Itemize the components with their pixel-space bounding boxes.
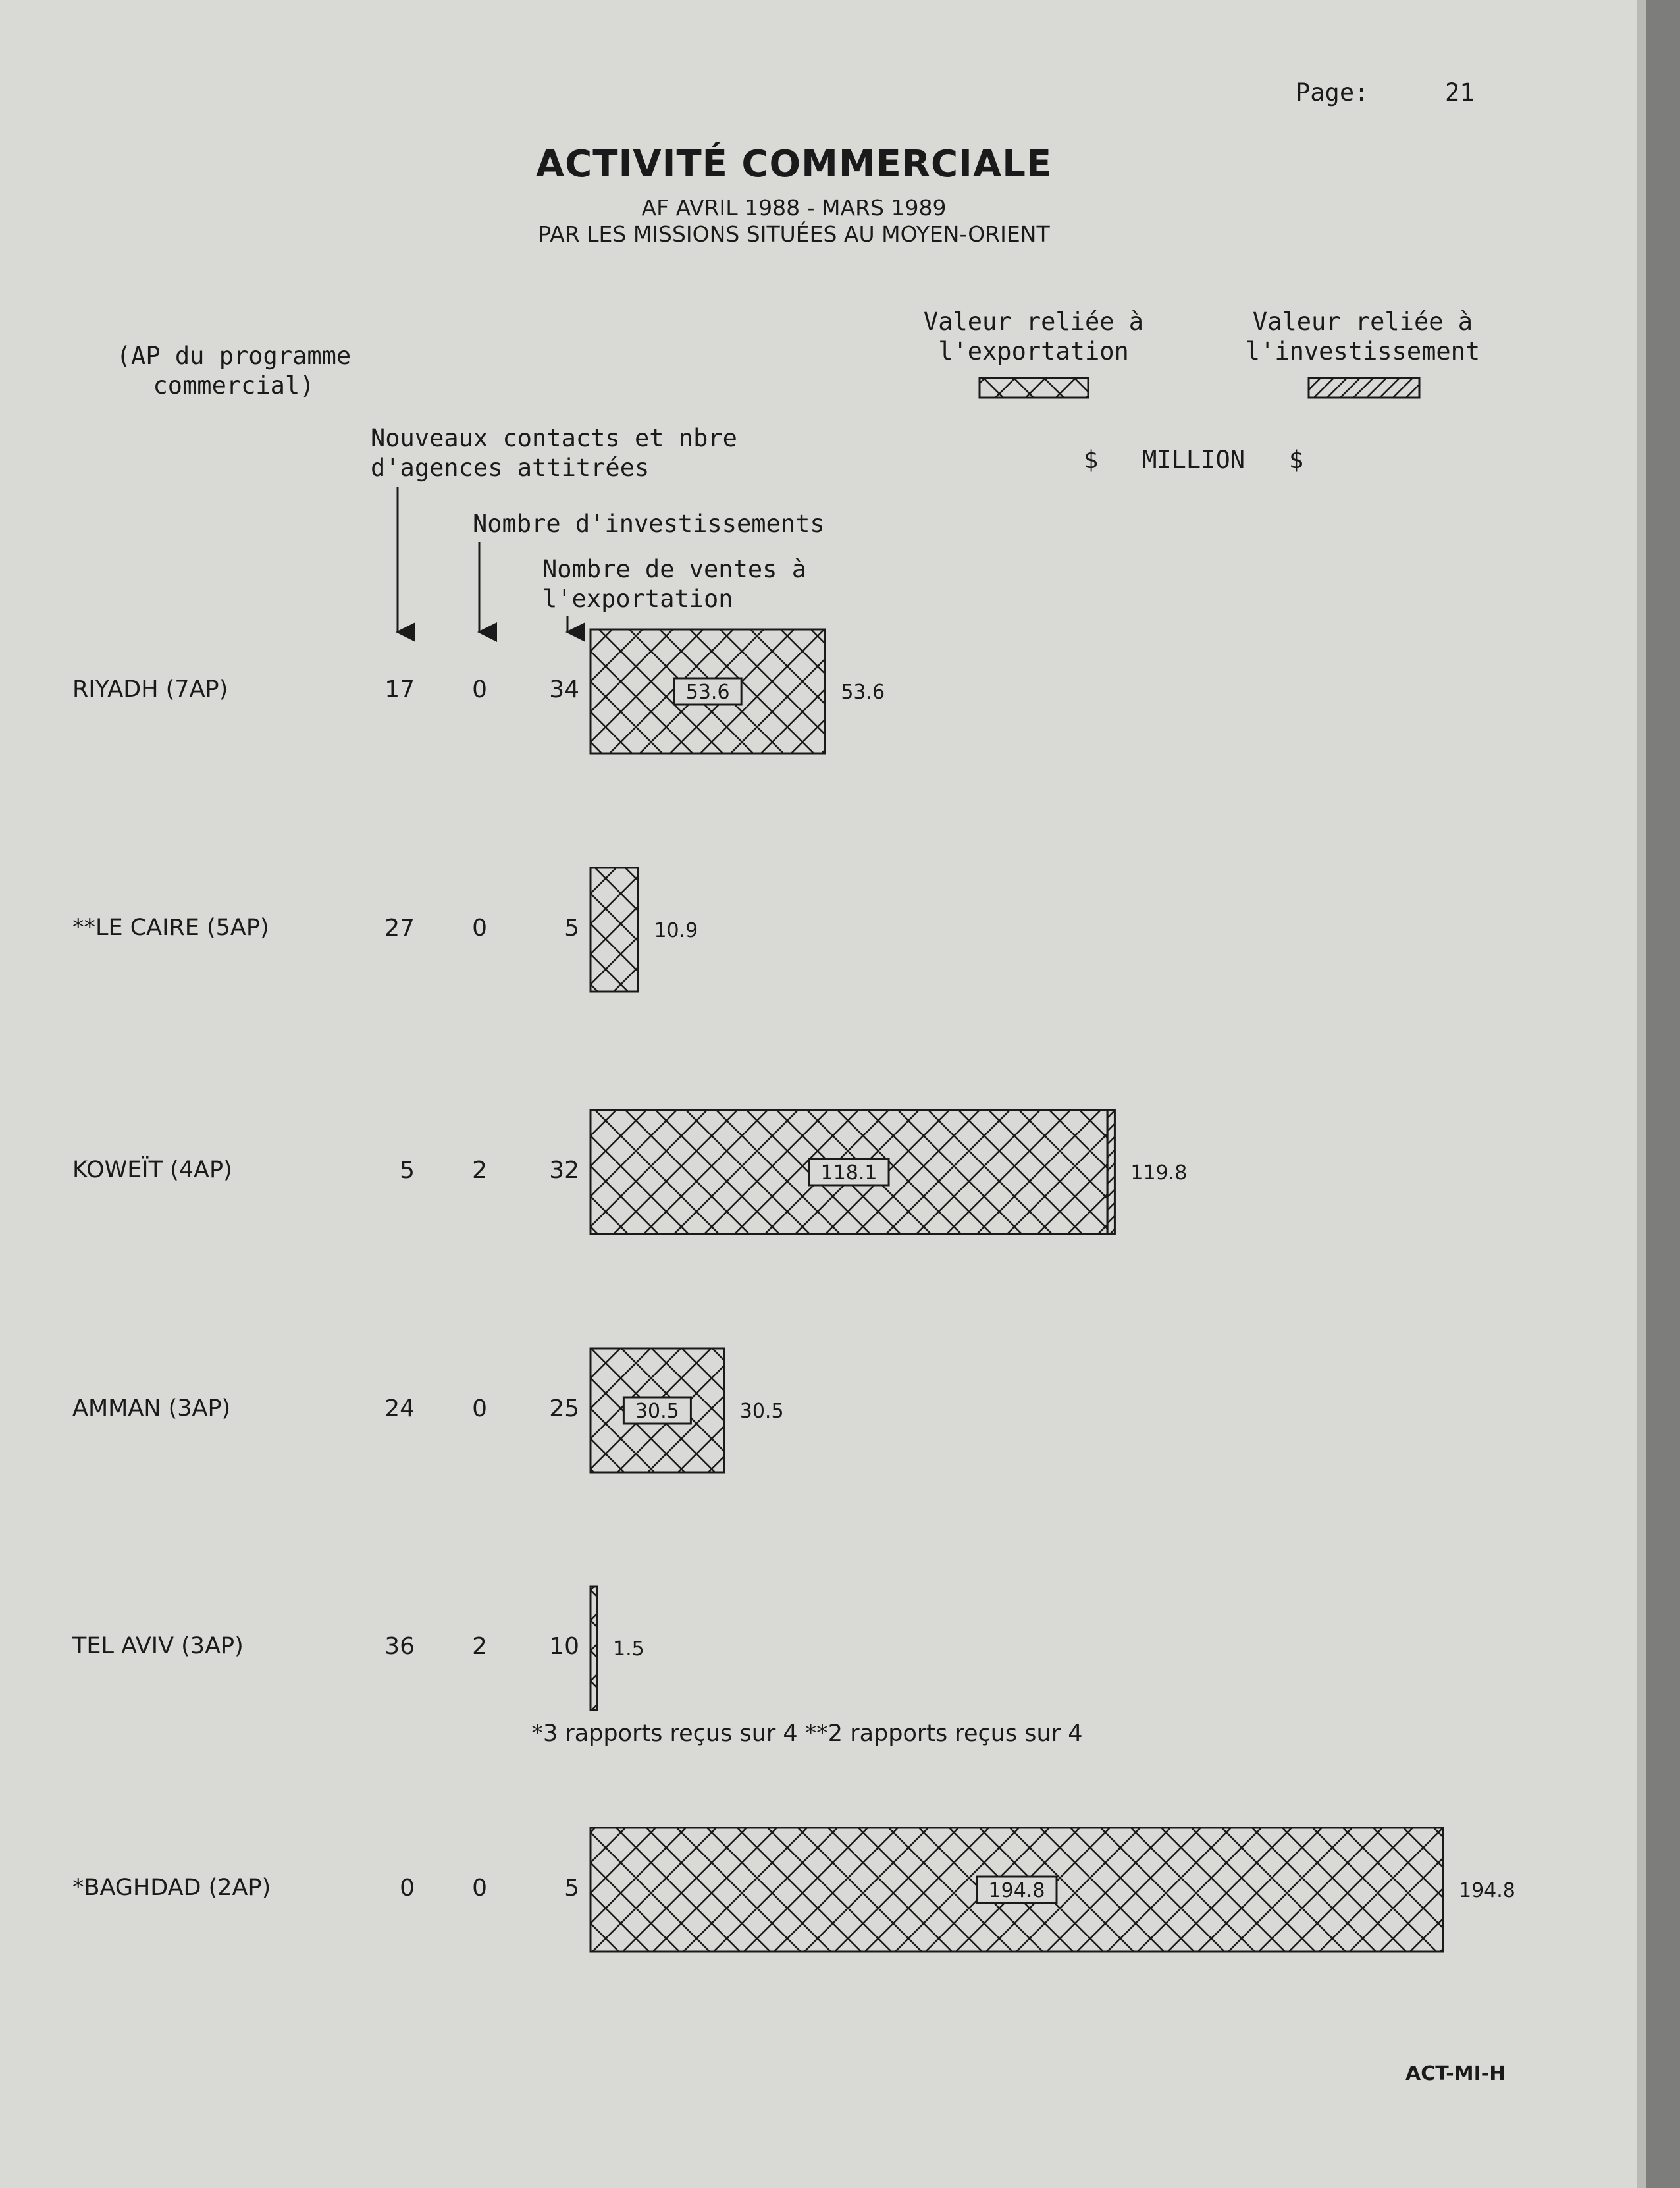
inner-value-amman-3ap: 30.5 [635, 1400, 679, 1423]
contacts-value-riyadh-7ap: 17 [384, 676, 415, 703]
total-value-kowe-t-4ap: 119.8 [1130, 1161, 1188, 1185]
legend-export-label: Valeur reliée à l'exportation [923, 307, 1144, 366]
category-label-kowe-t-4ap: KOWEÏT (4AP) [72, 1157, 232, 1183]
contacts-value-amman-3ap: 24 [384, 1395, 415, 1422]
chart-subtitle-line2: PAR LES MISSIONS SITUÉES AU MOYEN-ORIENT [538, 221, 1050, 247]
inner-value-riyadh-7ap: 53.6 [685, 681, 730, 704]
currency-label: $ MILLION $ [1084, 446, 1304, 474]
total-value-le-caire-5ap: 10.9 [654, 919, 698, 942]
total-value-tel-aviv-3ap: 1.5 [613, 1638, 644, 1661]
footnote: *3 rapports reçus sur 4 **2 rapports reçus sur 4 [531, 1721, 1083, 1747]
sales-value-tel-aviv-3ap: 10 [549, 1633, 579, 1660]
investments-value-riyadh-7ap: 0 [472, 676, 487, 703]
investments-value-kowe-t-4ap: 2 [472, 1157, 487, 1184]
inner-value-baghdad-2ap: 194.8 [988, 1879, 1045, 1902]
page-label: Page: [1296, 78, 1369, 107]
header-sales: Nombre de ventes à l'exportation [542, 555, 806, 614]
investments-value-baghdad-2ap: 0 [472, 1875, 487, 1902]
legend-investment-label: Valeur reliée à l'investissement [1245, 307, 1481, 366]
sales-value-baghdad-2ap: 5 [564, 1875, 579, 1902]
bars-group [591, 629, 1515, 1952]
sales-value-amman-3ap: 25 [549, 1395, 579, 1422]
investments-value-tel-aviv-3ap: 2 [472, 1633, 487, 1660]
contacts-value-kowe-t-4ap: 5 [400, 1157, 415, 1184]
investments-value-amman-3ap: 0 [472, 1395, 487, 1422]
category-label-riyadh-7ap: RIYADH (7AP) [72, 676, 228, 703]
header-investments: Nombre d'investissements [473, 510, 825, 538]
document-code: ACT-MI-H [1405, 2062, 1506, 2085]
investment-bar-kowe-t-4ap [1107, 1110, 1115, 1234]
category-label-baghdad-2ap: *BAGHDAD (2AP) [72, 1875, 271, 1901]
investments-value-le-caire-5ap: 0 [472, 915, 487, 942]
category-label-tel-aviv-3ap: TEL AVIV (3AP) [72, 1633, 244, 1659]
contacts-value-tel-aviv-3ap: 36 [384, 1633, 415, 1660]
inner-value-kowe-t-4ap: 118.1 [820, 1161, 878, 1185]
chart-subtitle-line1: AF AVRIL 1988 - MARS 1989 [641, 195, 947, 221]
export-bar-le-caire-5ap [591, 868, 638, 992]
chart-title: ACTIVITÉ COMMERCIALE [535, 143, 1053, 186]
page-number: 21 [1445, 78, 1475, 107]
ap-note: (AP du programme commercial) [116, 342, 352, 400]
sales-value-riyadh-7ap: 34 [549, 676, 579, 703]
export-bar-tel-aviv-3ap [591, 1586, 597, 1710]
total-value-amman-3ap: 30.5 [739, 1400, 784, 1423]
sales-value-kowe-t-4ap: 32 [549, 1157, 579, 1184]
category-label-amman-3ap: AMMAN (3AP) [72, 1395, 231, 1422]
legend-investment-swatch [1309, 378, 1419, 398]
total-value-riyadh-7ap: 53.6 [841, 681, 885, 704]
contacts-value-le-caire-5ap: 27 [384, 915, 415, 942]
category-label-le-caire-5ap: **LE CAIRE (5AP) [72, 915, 269, 941]
sales-value-le-caire-5ap: 5 [564, 915, 579, 942]
total-value-baghdad-2ap: 194.8 [1459, 1879, 1515, 1902]
header-contacts: Nouveaux contacts et nbre d'agences attitrées [371, 424, 737, 483]
legend-export-swatch [980, 378, 1088, 398]
contacts-value-baghdad-2ap: 0 [400, 1875, 415, 1902]
